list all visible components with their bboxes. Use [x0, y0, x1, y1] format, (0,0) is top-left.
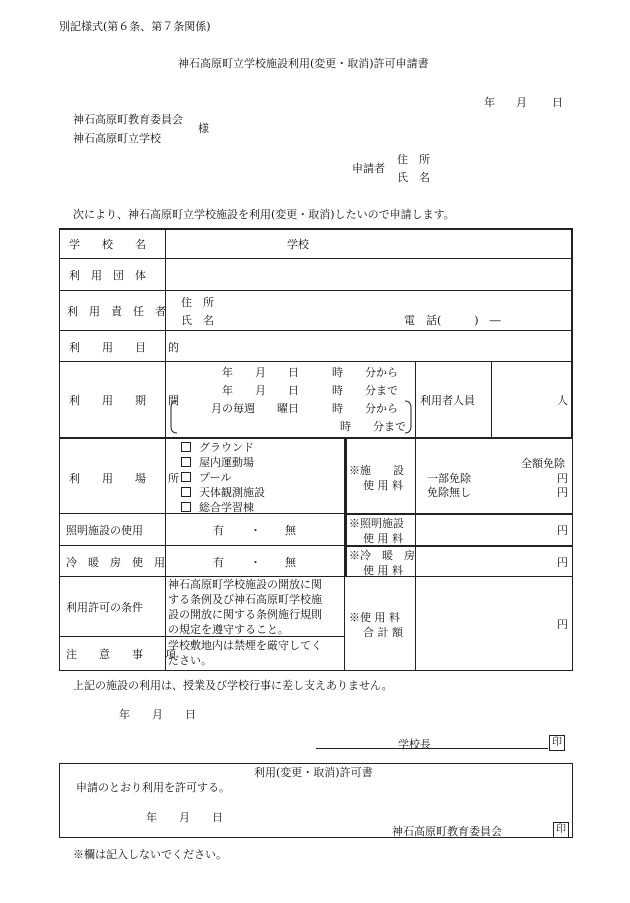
partial-yen: 円	[557, 472, 568, 485]
date-day: 日	[552, 96, 563, 109]
place-option-gym[interactable]: 屋内運動場	[181, 454, 254, 470]
document-title: 神石高原町立学校施設利用(変更・取消)許可申請書	[178, 57, 429, 70]
place-label: 利 用 場 所	[69, 472, 179, 485]
period-line-2: 年 月 日 時 分まで	[222, 384, 398, 397]
lighting-label: 照明施設の使用	[66, 524, 143, 537]
principal-seal: 印	[549, 735, 565, 751]
school-suffix: 学校	[287, 238, 309, 251]
addressee-board: 神石高原町教育委員会	[73, 113, 183, 126]
lighting-yes: 有	[213, 524, 224, 537]
lighting-fee-label-2: 使 用 料	[363, 532, 403, 545]
intro-text: 次により、神石高原町立学校施設を利用(変更・取消)したいので申請します。	[73, 208, 455, 221]
users-unit: 人	[557, 394, 568, 407]
right-bracket-icon	[403, 400, 413, 434]
exempt-partial: 一部免除	[427, 472, 471, 485]
period-line-1: 年 月 日 時 分から	[222, 366, 398, 379]
heating-yes: 有	[213, 556, 224, 569]
heating-fee-label-2: 使 用 料	[363, 564, 403, 577]
applicant-label: 申請者	[352, 162, 385, 175]
place-option-learning-hall[interactable]: 総合学習棟	[181, 499, 254, 515]
facility-fee-label-1: ※施 設	[349, 464, 404, 477]
permit-issuer: 神石高原町教育委員会	[392, 825, 502, 838]
addressee-school: 神石高原町立学校	[73, 132, 161, 145]
responsible-name-label: 氏 名	[181, 314, 214, 327]
lighting-dot: ・	[250, 524, 261, 537]
applicant-address-label: 住 所	[397, 153, 430, 166]
school-consent-date: 年 月 日	[119, 708, 196, 721]
checkbox-icon[interactable]	[181, 502, 191, 512]
heating-label: 冷 暖 房 使 用	[66, 556, 165, 569]
honorific: 様	[198, 122, 209, 135]
checkbox-icon[interactable]	[181, 457, 191, 467]
notes-label: 注 意 事 項	[66, 648, 176, 661]
exempt-none: 免除無し	[427, 486, 471, 499]
date-month: 月	[516, 96, 527, 109]
exempt-full: 全額免除	[521, 457, 565, 470]
notes-text: 学校敷地内は禁煙を厳守してく ださい。	[168, 639, 322, 667]
place-option-pool[interactable]: プール	[181, 469, 231, 485]
facility-fee-label-2: 使 用 料	[363, 479, 403, 492]
total-fee-label-2: 合 計 額	[363, 626, 403, 639]
heating-dot: ・	[250, 556, 261, 569]
period-line-3: 月の毎週 曜日 時 分から	[211, 402, 398, 415]
permit-seal: 印	[553, 822, 569, 838]
principal-label: 学校長	[398, 738, 431, 751]
users-label: 利用者人員	[420, 394, 475, 407]
purpose-label: 利 用 目 的	[69, 341, 179, 354]
lighting-no: 無	[285, 524, 296, 537]
checkbox-icon[interactable]	[181, 487, 191, 497]
org-label: 利 用 団 体	[69, 269, 146, 282]
checkbox-icon[interactable]	[181, 442, 191, 452]
checkbox-icon[interactable]	[181, 472, 191, 482]
application-table	[59, 228, 573, 671]
period-line-4: 時 分まで	[340, 420, 406, 433]
school-name-label: 学 校 名	[69, 238, 146, 251]
form-reference: 別記様式(第６条、第７条関係)	[59, 20, 211, 33]
permit-title: 利用(変更・取消)許可書	[254, 766, 373, 779]
heating-yen: 円	[557, 556, 568, 569]
lighting-fee-label-1: ※照明施設	[349, 517, 404, 530]
school-consent-text: 上記の施設の利用は、授業及び学校行事に差し支えありません。	[73, 679, 393, 692]
responsible-label: 利 用 責 任 者	[67, 305, 166, 318]
conditions-label: 利用許可の条件	[66, 601, 143, 614]
permit-date: 年 月 日	[146, 811, 223, 824]
responsible-phone: 電 話( ) ―	[404, 314, 501, 327]
total-yen: 円	[557, 618, 568, 631]
footer-note: ※欄は記入しないでください。	[73, 848, 227, 861]
total-fee-label-1: ※使 用 料	[349, 611, 400, 624]
principal-signature-line	[316, 748, 548, 749]
left-bracket-icon	[169, 400, 179, 434]
period-label: 利 用 期 間	[69, 394, 179, 407]
place-option-ground[interactable]: グラウンド	[181, 439, 254, 455]
conditions-text: 神石高原町学校施設の開放に関 する条例及び神石高原町学校施 設の開放に関する条例施行規則 の規定を遵守すること。	[168, 578, 322, 636]
date-year: 年	[484, 96, 495, 109]
lighting-yen: 円	[557, 524, 568, 537]
heating-no: 無	[285, 556, 296, 569]
permit-text: 申請のとおり利用を許可する。	[76, 781, 230, 794]
heating-fee-label-1: ※冷 暖 房	[349, 549, 415, 562]
applicant-name-label: 氏 名	[397, 171, 430, 184]
responsible-address-label: 住 所	[181, 296, 214, 309]
place-option-observatory[interactable]: 天体観測施設	[181, 484, 265, 500]
none-yen: 円	[557, 486, 568, 499]
